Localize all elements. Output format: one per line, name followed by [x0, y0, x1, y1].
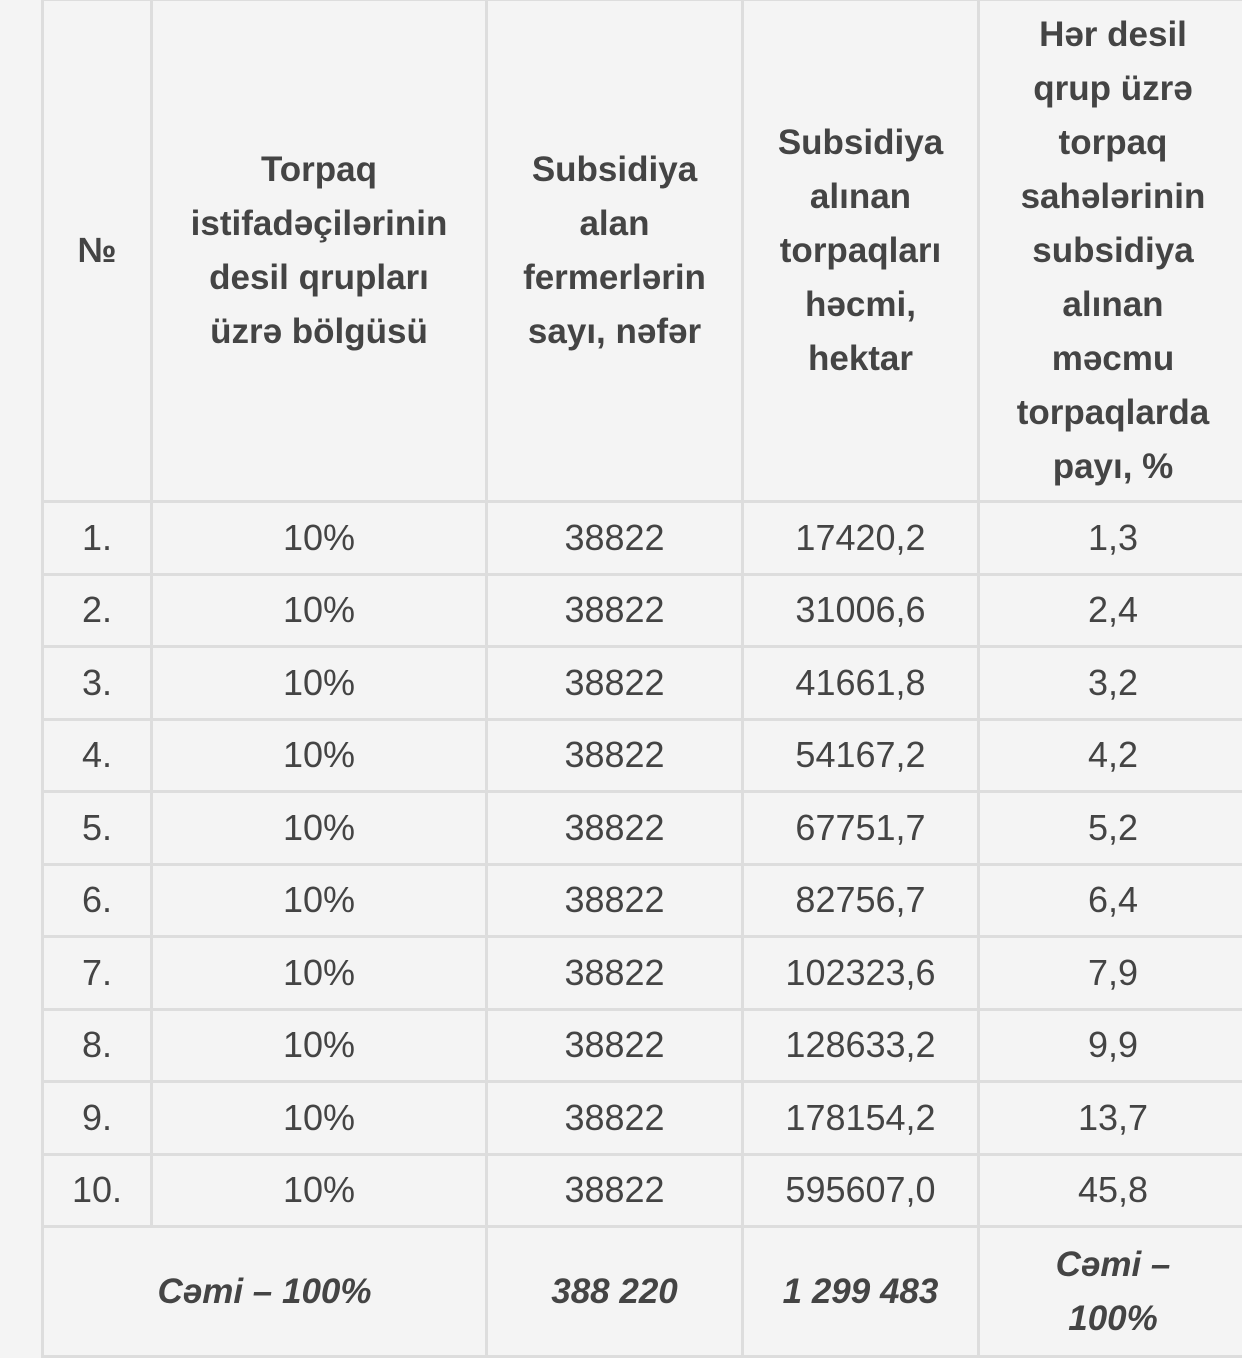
- cell-group: 10%: [152, 1154, 487, 1227]
- total-share: [979, 1227, 1242, 1357]
- cell-share: 4,2: [979, 719, 1242, 792]
- cell-area: 178154,2: [743, 1082, 979, 1155]
- table-row: [43, 1082, 1242, 1155]
- cell-no: 3.: [43, 647, 152, 720]
- total-label: Cəmi – 100%: [43, 1227, 487, 1357]
- cell-share: 1,3: [979, 502, 1242, 575]
- cell-no: 6.: [43, 864, 152, 937]
- cell-no: 7.: [43, 937, 152, 1010]
- cell-share: 45,8: [979, 1154, 1242, 1227]
- table-row: [43, 719, 1242, 792]
- header-no: №: [43, 0, 152, 502]
- cell-no: 10.: [43, 1154, 152, 1227]
- cell-farmers: 38822: [487, 792, 743, 865]
- cell-no: 9.: [43, 1082, 152, 1155]
- cell-group: 10%: [152, 502, 487, 575]
- cell-group: 10%: [152, 937, 487, 1010]
- total-area: 1 299 483: [743, 1227, 979, 1357]
- cell-share: 5,2: [979, 792, 1242, 865]
- cell-farmers: 38822: [487, 937, 743, 1010]
- table-row: [43, 574, 1242, 647]
- cell-area: 102323,6: [743, 937, 979, 1010]
- header-share: Hər desil qrup üzrə torpaq sahələrinin subsidiya alınan məcmu torpaqlarda payı, %: [979, 0, 1242, 502]
- cell-farmers: 38822: [487, 864, 743, 937]
- cell-farmers: 38822: [487, 647, 743, 720]
- table-row: [43, 502, 1242, 575]
- header-group: Torpaq istifadəçilərinin desil qrupları üzrə bölgüsü: [152, 0, 487, 502]
- total-farmers: 388 220: [487, 1227, 743, 1357]
- cell-group: 10%: [152, 1009, 487, 1082]
- cell-no: 2.: [43, 574, 152, 647]
- table-row: [43, 647, 1242, 720]
- cell-no: 1.: [43, 502, 152, 575]
- cell-area: 128633,2: [743, 1009, 979, 1082]
- cell-share: 2,4: [979, 574, 1242, 647]
- cell-area: 82756,7: [743, 864, 979, 937]
- total-row: [43, 1227, 1242, 1357]
- cell-share: 7,9: [979, 937, 1242, 1010]
- table-header-row: [43, 0, 1242, 502]
- subsidy-table: [41, 0, 1242, 1358]
- cell-group: 10%: [152, 1082, 487, 1155]
- cell-share: 6,4: [979, 864, 1242, 937]
- table-row: [43, 937, 1242, 1010]
- cell-farmers: 38822: [487, 1154, 743, 1227]
- cell-farmers: 38822: [487, 574, 743, 647]
- cell-share: 9,9: [979, 1009, 1242, 1082]
- cell-area: 54167,2: [743, 719, 979, 792]
- cell-no: 4.: [43, 719, 152, 792]
- cell-group: 10%: [152, 719, 487, 792]
- total-share-text: Cəmi – 100%: [1038, 1238, 1188, 1346]
- header-area: Subsidiya alınan torpaqları həcmi, hektar: [743, 0, 979, 502]
- cell-no: 5.: [43, 792, 152, 865]
- cell-area: 595607,0: [743, 1154, 979, 1227]
- header-farmers: Subsidiya alan fermerlərin sayı, nəfər: [487, 0, 743, 502]
- cell-area: 41661,8: [743, 647, 979, 720]
- cell-group: 10%: [152, 647, 487, 720]
- cell-group: 10%: [152, 864, 487, 937]
- cell-area: 17420,2: [743, 502, 979, 575]
- table-body: [43, 502, 1242, 1357]
- cell-group: 10%: [152, 792, 487, 865]
- table-row: [43, 1154, 1242, 1227]
- cell-farmers: 38822: [487, 502, 743, 575]
- cell-farmers: 38822: [487, 719, 743, 792]
- cell-farmers: 38822: [487, 1082, 743, 1155]
- cell-no: 8.: [43, 1009, 152, 1082]
- cell-area: 67751,7: [743, 792, 979, 865]
- cell-area: 31006,6: [743, 574, 979, 647]
- table-row: [43, 864, 1242, 937]
- cell-share: 13,7: [979, 1082, 1242, 1155]
- cell-group: 10%: [152, 574, 487, 647]
- cell-farmers: 38822: [487, 1009, 743, 1082]
- table-row: [43, 792, 1242, 865]
- table-row: [43, 1009, 1242, 1082]
- cell-share: 3,2: [979, 647, 1242, 720]
